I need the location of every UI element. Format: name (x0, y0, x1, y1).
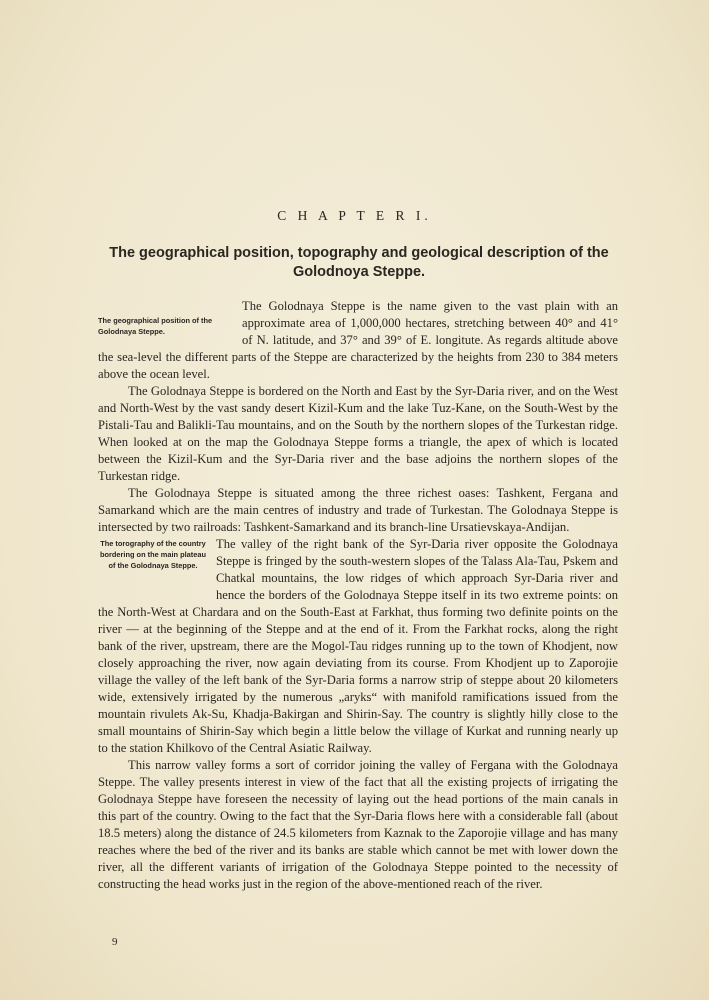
body-text (98, 298, 618, 893)
chapter-title: The geographical position, topography and geological description of the Golodnoya Steppe. (109, 245, 609, 280)
paragraph-1 (98, 298, 618, 383)
page-number: 9 (112, 936, 118, 948)
paragraph-5: This narrow valley forms a sort of corridor joining the valley of Fergana with the Golodnaya Steppe. The valley presents interest in view of the fact that all the existing projects of irrigating the Golodnaya Steppe have foreseen the necessity of laying out the head portions of the main canals in this part of the country. Owing to the fact that the Syr-Daria flows here with a considerable fall (about 18.5 meters) along the distance of 24.5 kilometers from Kaznak to the Zaporojie village and has many reaches where the bed of the river and its banks are stable which cannot be met with lower down the river, all the different variants of irrigation of the Golodnaya Steppe pointed to the necessity of constructing the head works just in the region of the above-mentioned reach of the river. (98, 758, 618, 891)
paragraph-4 (98, 536, 618, 757)
chapter-heading: C H A P T E R I. (277, 208, 432, 223)
paragraph-4-text: The valley of the right bank of the Syr-Daria river opposite the Golodnaya Steppe is fringed by the south-western slopes of the Talass Ala-Tau, Pskem and Chatkal mountains, the low ridges of which approach Syr-Daria river and hence the borders of the Golodnaya Steppe itself in its two extreme points: on the North-West at Chardara and on the South-East at Farkhat, thus forming two definite points on the river — at the beginning of the Steppe and at the end of it. From the Farkhat rocks, along the right bank of the river, upstream, there are the Mogol-Tau ridges running up to the town of Khodjent, now closely approaching the river, now again deviating from its course. From Khodjent up to Zaporojie village the valley of the left bank of the Syr-Daria forms a narrow strip of steppe about 20 kilometers wide, extensively irrigated by the numerous „aryks“ with manifold ramifications issued from the mountain rivulets Ak-Su, Khadja-Bakirgan and Shirin-Say. The country is slightly hilly close to the small mountains of Shirin-Say which begin a little below the village of Kurkat and running nearly up to the station Khilkovo of the Central Asiatic Railway. (98, 537, 618, 755)
paragraph-2: The Golodnaya Steppe is bordered on the North and East by the Syr-Daria river, and on the West and North-West by the vast sandy desert Kizil-Kum and the lake Tuz-Kane, on the South-West by the Pistali-Tau and Balikli-Tau mountains, and on the South by the northern slopes of the Turkestan ridge. When looked at on the map the Golodnaya Steppe forms a triangle, the apex of which is located between the Kizil-Kum and the Syr-Daria river and the base adjoins the northern slopes of the Turkestan ridge. (98, 384, 618, 483)
paragraph-1-text: The Golodnaya Steppe is the name given to the vast plain with an approximate area of 1,000,000 hectares, stretching between 40° and 41° of N. latitude, and 37° and 39° of E. longitute. As regards altitude above the sea-level the different parts of the Steppe are characterized by the heights from 230 to 384 meters above the ocean level. (98, 299, 618, 381)
side-note-topography: The torography of the country bordering on the main plateau of the Golodnaya Steppe. (100, 539, 206, 570)
side-note-geographical-position: The geographical position of the Golodnaya Steppe. (98, 316, 213, 336)
paragraph-3: The Golodnaya Steppe is situated among the three richest oases: Tashkent, Fergana and Samarkand which are the main centres of industry and trade of Turkestan. The Golodnaya Steppe is intersected by two railroads: Tashkent-Samarkand and its branch-line Ursatievskaya-Andijan. (98, 486, 618, 534)
